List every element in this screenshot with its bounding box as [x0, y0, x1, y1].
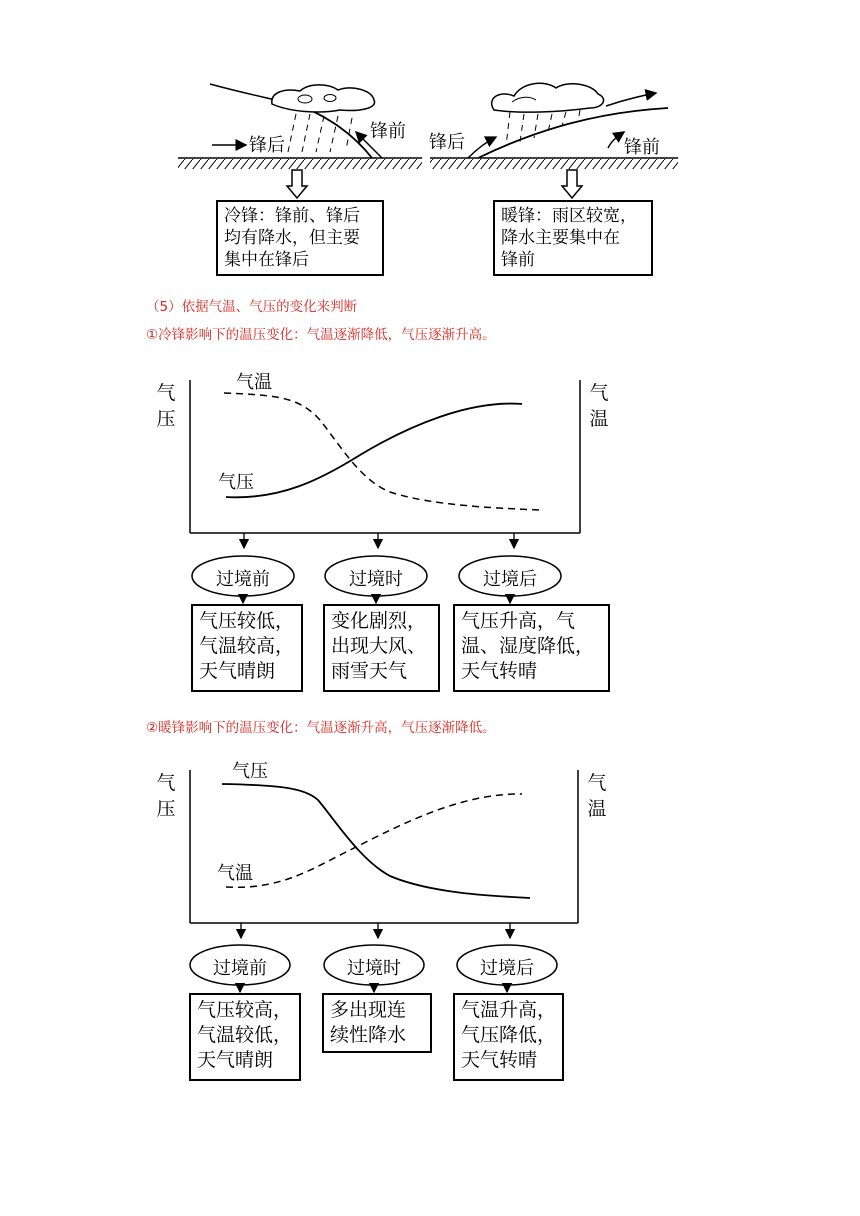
temperature-axis-label: 气 温	[589, 382, 609, 430]
pressure-axis-label: 气 压	[156, 772, 176, 820]
stage-label: 过境时	[347, 958, 401, 979]
stage-label: 过境前	[213, 958, 267, 979]
stage-label: 过境前	[216, 569, 270, 590]
stage-description: 气压较高， 气温较低， 天气晴朗	[189, 993, 301, 1081]
stage-description: 气压升高，气 温、湿度降低， 天气转晴	[453, 604, 610, 692]
stage-description: 变化剧烈， 出现大风、 雨雪天气	[323, 604, 440, 692]
pressure-axis-label: 气 压	[156, 382, 176, 430]
cold-front-label: 锋前	[370, 121, 406, 142]
stage-label: 过境后	[480, 958, 534, 979]
temperature-curve-label: 气温	[217, 863, 253, 884]
stage-description: 多出现连 续性降水	[322, 993, 432, 1053]
temperature-curve	[226, 794, 522, 887]
pressure-curve	[222, 784, 530, 898]
section-heading: （5）依据气温、气压的变化来判断	[146, 299, 358, 315]
cold-front-box: 冷锋：锋前、锋后 均有降水，但主要 集中在锋后	[216, 200, 384, 276]
cold-rear-label: 锋后	[249, 135, 285, 156]
stage-description: 气温升高， 气压降低， 天气转晴	[453, 993, 564, 1081]
warm-caption: ②暖锋影响下的温压变化：气温逐渐升高，气压逐渐降低。	[146, 720, 496, 736]
pressure-curve-label: 气压	[218, 472, 254, 493]
warm-front-label: 锋前	[624, 137, 660, 158]
stage-description: 气压较低， 气温较高， 天气晴朗	[191, 604, 303, 692]
stage-label: 过境时	[349, 569, 403, 590]
temperature-axis-label: 气 温	[587, 772, 607, 820]
cold-caption: ①冷锋影响下的温压变化：气温逐渐降低，气压逐渐升高。	[146, 327, 496, 343]
stage-label: 过境后	[483, 569, 537, 590]
temperature-curve-label: 气温	[236, 372, 272, 393]
warm-front-box: 暖锋：雨区较宽， 降水主要集中在 锋前	[493, 200, 653, 276]
warm-rear-label: 锋后	[429, 132, 465, 153]
pressure-curve-label: 气压	[232, 761, 268, 782]
